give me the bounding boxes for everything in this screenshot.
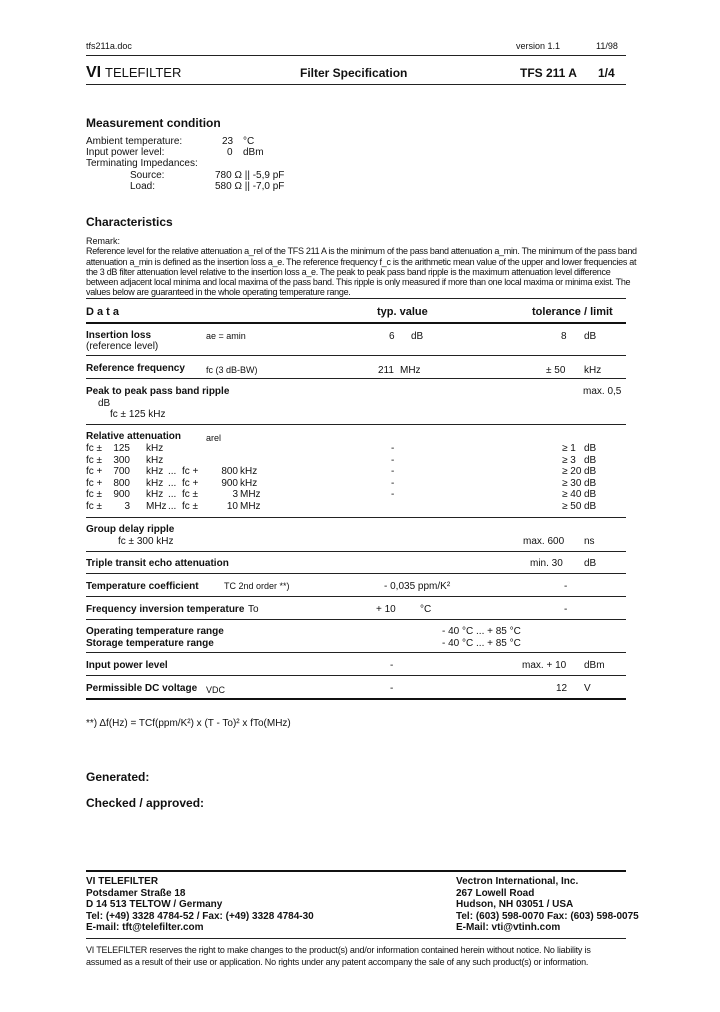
- checked-label: Checked / approved:: [86, 796, 205, 810]
- meas-value: 0: [227, 147, 233, 158]
- rel-att-freq2: fc +: [182, 466, 199, 478]
- remark-line: values below are guaranteed in the whole operating temperature range.: [86, 287, 351, 297]
- dc-voltage-unit: V: [584, 683, 591, 694]
- footer-left-line: E-mail: tft@telefilter.com: [86, 922, 204, 934]
- meas-label: Input power level:: [86, 147, 165, 158]
- triple-transit-name: Triple transit echo attenuation: [86, 558, 229, 569]
- rel-att-typ: -: [391, 477, 395, 489]
- logo-vi: VI: [86, 64, 102, 81]
- ripple-condition: fc ± 125 kHz: [110, 409, 166, 420]
- rel-att-freq: fc ±: [86, 443, 103, 454]
- meas-label: Terminating Impedances:: [86, 158, 198, 169]
- col-typ: typ. value: [377, 306, 428, 318]
- col-tolerance: tolerance / limit: [532, 306, 613, 318]
- group-delay-condition: fc ± 300 kHz: [118, 536, 174, 547]
- meas-value: 23: [222, 136, 234, 147]
- footer-left: [86, 876, 314, 934]
- rel-att-freq: fc +: [86, 466, 103, 478]
- insertion-loss-typ-unit: dB: [411, 331, 424, 342]
- rel-att-sep: ...: [168, 466, 177, 478]
- op-temp-value: - 40 °C ... + 85 °C: [442, 626, 521, 637]
- rel-att-unit: dB: [584, 454, 597, 466]
- rel-att-tol: ≥ 40: [562, 489, 582, 501]
- input-power-tol: max. + 10: [522, 660, 567, 671]
- input-power-unit: dBm: [584, 660, 605, 671]
- insertion-loss-tol-unit: dB: [584, 331, 597, 342]
- meas-unit: °C: [243, 136, 255, 147]
- rel-att-value1: 125: [113, 443, 130, 454]
- remark-line: between adjacent local minima and local maxima of the pass band. This ripple is only measured if more than one local maxima or minima exist. The: [86, 277, 631, 287]
- insertion-loss-symbol: ae = amin: [206, 331, 246, 341]
- footer-left-line: D 14 513 TELTOW / Germany: [86, 899, 223, 911]
- rel-att-sep: ...: [168, 477, 177, 489]
- rel-att-value1: 3: [124, 501, 130, 512]
- ref-freq-symbol: fc (3 dB-BW): [206, 365, 258, 375]
- triple-transit-unit: dB: [584, 558, 597, 569]
- rel-att-tol: ≥ 30: [562, 477, 582, 489]
- footer-right-line: Vectron International, Inc.: [456, 876, 579, 887]
- meas-value: 580 Ω || -7,0 pF: [215, 181, 285, 192]
- rel-att-typ: -: [391, 489, 395, 501]
- meas-unit: dBm: [243, 147, 264, 158]
- rel-att-unit: dB: [584, 477, 597, 489]
- rel-att-freq: fc ±: [86, 489, 103, 501]
- rel-att-freq2: fc ±: [182, 489, 199, 501]
- rel-att-value1: 300: [113, 454, 130, 466]
- version-date: 11/98: [596, 41, 618, 51]
- company-logo: [86, 64, 181, 82]
- footer-right-line: 267 Lowell Road: [456, 887, 535, 899]
- triple-transit-tol: min. 30: [530, 558, 563, 569]
- freq-inv-typ: + 10: [376, 604, 396, 615]
- meas-value: 780 Ω || -5,9 pF: [215, 170, 285, 181]
- rel-att-value1: 900: [113, 489, 130, 501]
- rel-att-unit: dB: [584, 489, 597, 501]
- footer-right-line: Tel: (603) 598-0070 Fax: (603) 598-0075: [456, 910, 639, 922]
- rel-att-unit1: kHz: [146, 477, 164, 489]
- rel-att-typ: -: [391, 454, 395, 466]
- freq-inv-typ-unit: °C: [420, 604, 432, 615]
- rel-att-tol: ≥ 20: [562, 466, 582, 478]
- rel-att-unit2: kHz: [240, 466, 258, 478]
- rel-att-freq: fc ±: [86, 454, 103, 466]
- meas-label: Source:: [130, 170, 165, 181]
- rel-att-unit2: kHz: [240, 477, 258, 489]
- rel-att-unit1: MHz: [146, 501, 167, 512]
- rel-att-unit1: kHz: [146, 466, 164, 478]
- dc-voltage-typ: -: [390, 683, 394, 694]
- dc-voltage-name: Permissible DC voltage: [86, 683, 198, 694]
- footer-left-line: Tel: (+49) 3328 4784-52 / Fax: (+49) 3328 4784-30: [86, 910, 314, 922]
- input-power-typ: -: [390, 660, 394, 671]
- footer-right-line: E-Mail: vti@vtinh.com: [456, 922, 561, 934]
- group-delay-unit: ns: [584, 536, 595, 547]
- ref-freq-typ-unit: MHz: [400, 365, 421, 376]
- disclaimer-line: assumed as a result of their use or application. No rights under any patent accompany the sale of any such product(s) or information.: [86, 957, 589, 967]
- rel-att-unit2: MHz: [240, 489, 261, 501]
- rel-att-sep: ...: [168, 489, 177, 501]
- footer-right: [456, 876, 639, 934]
- rel-att-value2: 10: [226, 501, 238, 512]
- remark-line: attenuation a_min is defined as the insertion loss a_e. The reference frequency f_c is the arithmetic mean value of the upper and lower frequencies at: [86, 257, 637, 267]
- st-temp-name: Storage temperature range: [86, 638, 214, 649]
- disclaimer-line: VI TELEFILTER reserves the right to make changes to the product(s) and/or information contained herein without notice. No liability is: [86, 945, 591, 955]
- rel-att-value2: 800: [221, 466, 238, 478]
- temp-coeff-symbol: TC 2nd order **): [224, 581, 290, 591]
- rel-att-freq: fc ±: [86, 501, 103, 512]
- rel-att-unit: dB: [584, 501, 597, 512]
- rel-att-freq2: fc +: [182, 477, 199, 489]
- remark-title: Remark:: [86, 236, 121, 246]
- op-temp-name: Operating temperature range: [86, 626, 224, 637]
- input-power-name: Input power level: [86, 660, 168, 671]
- rel-att-sep: ...: [168, 501, 177, 512]
- ripple-unit: dB: [98, 398, 111, 409]
- footer-left-line: Potsdamer Straße 18: [86, 887, 186, 899]
- footnote: **) Δf(Hz) = TCf(ppm/K²) x (T - To)² x fTo(MHz): [86, 718, 291, 729]
- ripple-tol: max. 0,5: [583, 386, 622, 397]
- rel-att-value1: 700: [113, 466, 130, 478]
- footer-left-line: VI TELEFILTER: [86, 876, 159, 887]
- st-temp-value: - 40 °C ... + 85 °C: [442, 638, 521, 649]
- rel-att-freq: fc +: [86, 477, 103, 489]
- rel-att-tol: ≥ 3: [562, 454, 576, 466]
- insertion-loss-sub: (reference level): [86, 341, 159, 352]
- remark-line: the 3 dB filter attenuation level relative to the insertion loss a_e. The peak to peak pass band ripple is the maximum attenuation level difference: [86, 267, 611, 277]
- rel-att-unit: dB: [584, 443, 597, 454]
- insertion-loss-name: Insertion loss: [86, 330, 152, 341]
- freq-inv-tol: -: [564, 604, 568, 615]
- rel-att-value2: 900: [221, 477, 238, 489]
- disclaimer: [86, 944, 591, 968]
- insertion-loss-tol: 8: [561, 331, 567, 342]
- rel-att-symbol: arel: [206, 433, 222, 443]
- footer-right-line: Hudson, NH 03051 / USA: [456, 899, 574, 911]
- rel-att-unit1: kHz: [146, 443, 164, 454]
- measurement-heading: Measurement condition: [86, 116, 221, 130]
- part-number: TFS 211 A: [520, 66, 577, 80]
- ref-freq-typ: 211: [378, 365, 394, 376]
- rel-att-typ: -: [391, 466, 395, 478]
- group-delay-tol: max. 600: [523, 536, 565, 547]
- logo-name: TELEFILTER: [105, 65, 182, 80]
- rel-att-tol: ≥ 50: [562, 501, 582, 512]
- rel-att-name: Relative attenuation: [86, 431, 182, 442]
- generated-label: Generated:: [86, 770, 150, 784]
- meas-label: Ambient temperature:: [86, 136, 183, 147]
- ref-freq-tol: ± 50: [546, 365, 566, 376]
- rel-att-value2: 3: [232, 489, 238, 501]
- version-label: version 1.1: [516, 41, 561, 51]
- rel-att-value1: 800: [113, 477, 130, 489]
- file-name: tfs211a.doc: [86, 41, 132, 51]
- meas-label: Load:: [130, 181, 156, 192]
- dc-voltage-symbol: VDC: [206, 685, 226, 695]
- rel-att-typ: -: [391, 443, 395, 454]
- doc-title: Filter Specification: [300, 66, 408, 80]
- freq-inv-symbol: To: [248, 604, 259, 615]
- ripple-name: Peak to peak pass band ripple: [86, 386, 230, 397]
- group-delay-name: Group delay ripple: [86, 524, 175, 535]
- rel-att-freq2: fc ±: [182, 501, 199, 512]
- ref-freq-name: Reference frequency: [86, 363, 185, 374]
- rel-att-unit2: MHz: [240, 501, 261, 512]
- ref-freq-tol-unit: kHz: [584, 365, 602, 376]
- freq-inv-name: Frequency inversion temperature: [86, 604, 245, 615]
- insertion-loss-typ: 6: [389, 331, 395, 342]
- remark-line: Reference level for the relative attenuation a_rel of the TFS 211 A is the minimum of the pass band attenuation a_min. The minimum of the pass band: [86, 246, 637, 256]
- rel-att-unit1: kHz: [146, 489, 164, 501]
- col-data: D a t a: [86, 306, 120, 318]
- temp-coeff-tol: -: [564, 581, 568, 592]
- rel-att-unit1: kHz: [146, 454, 164, 466]
- rel-att-unit: dB: [584, 466, 597, 478]
- dc-voltage-tol: 12: [556, 683, 568, 694]
- temp-coeff-name: Temperature coefficient: [86, 581, 199, 592]
- temp-coeff-typ: - 0,035 ppm/K²: [384, 581, 451, 592]
- characteristics-heading: Characteristics: [86, 215, 173, 229]
- rel-att-tol: ≥ 1: [562, 443, 576, 454]
- page-number: 1/4: [598, 66, 615, 80]
